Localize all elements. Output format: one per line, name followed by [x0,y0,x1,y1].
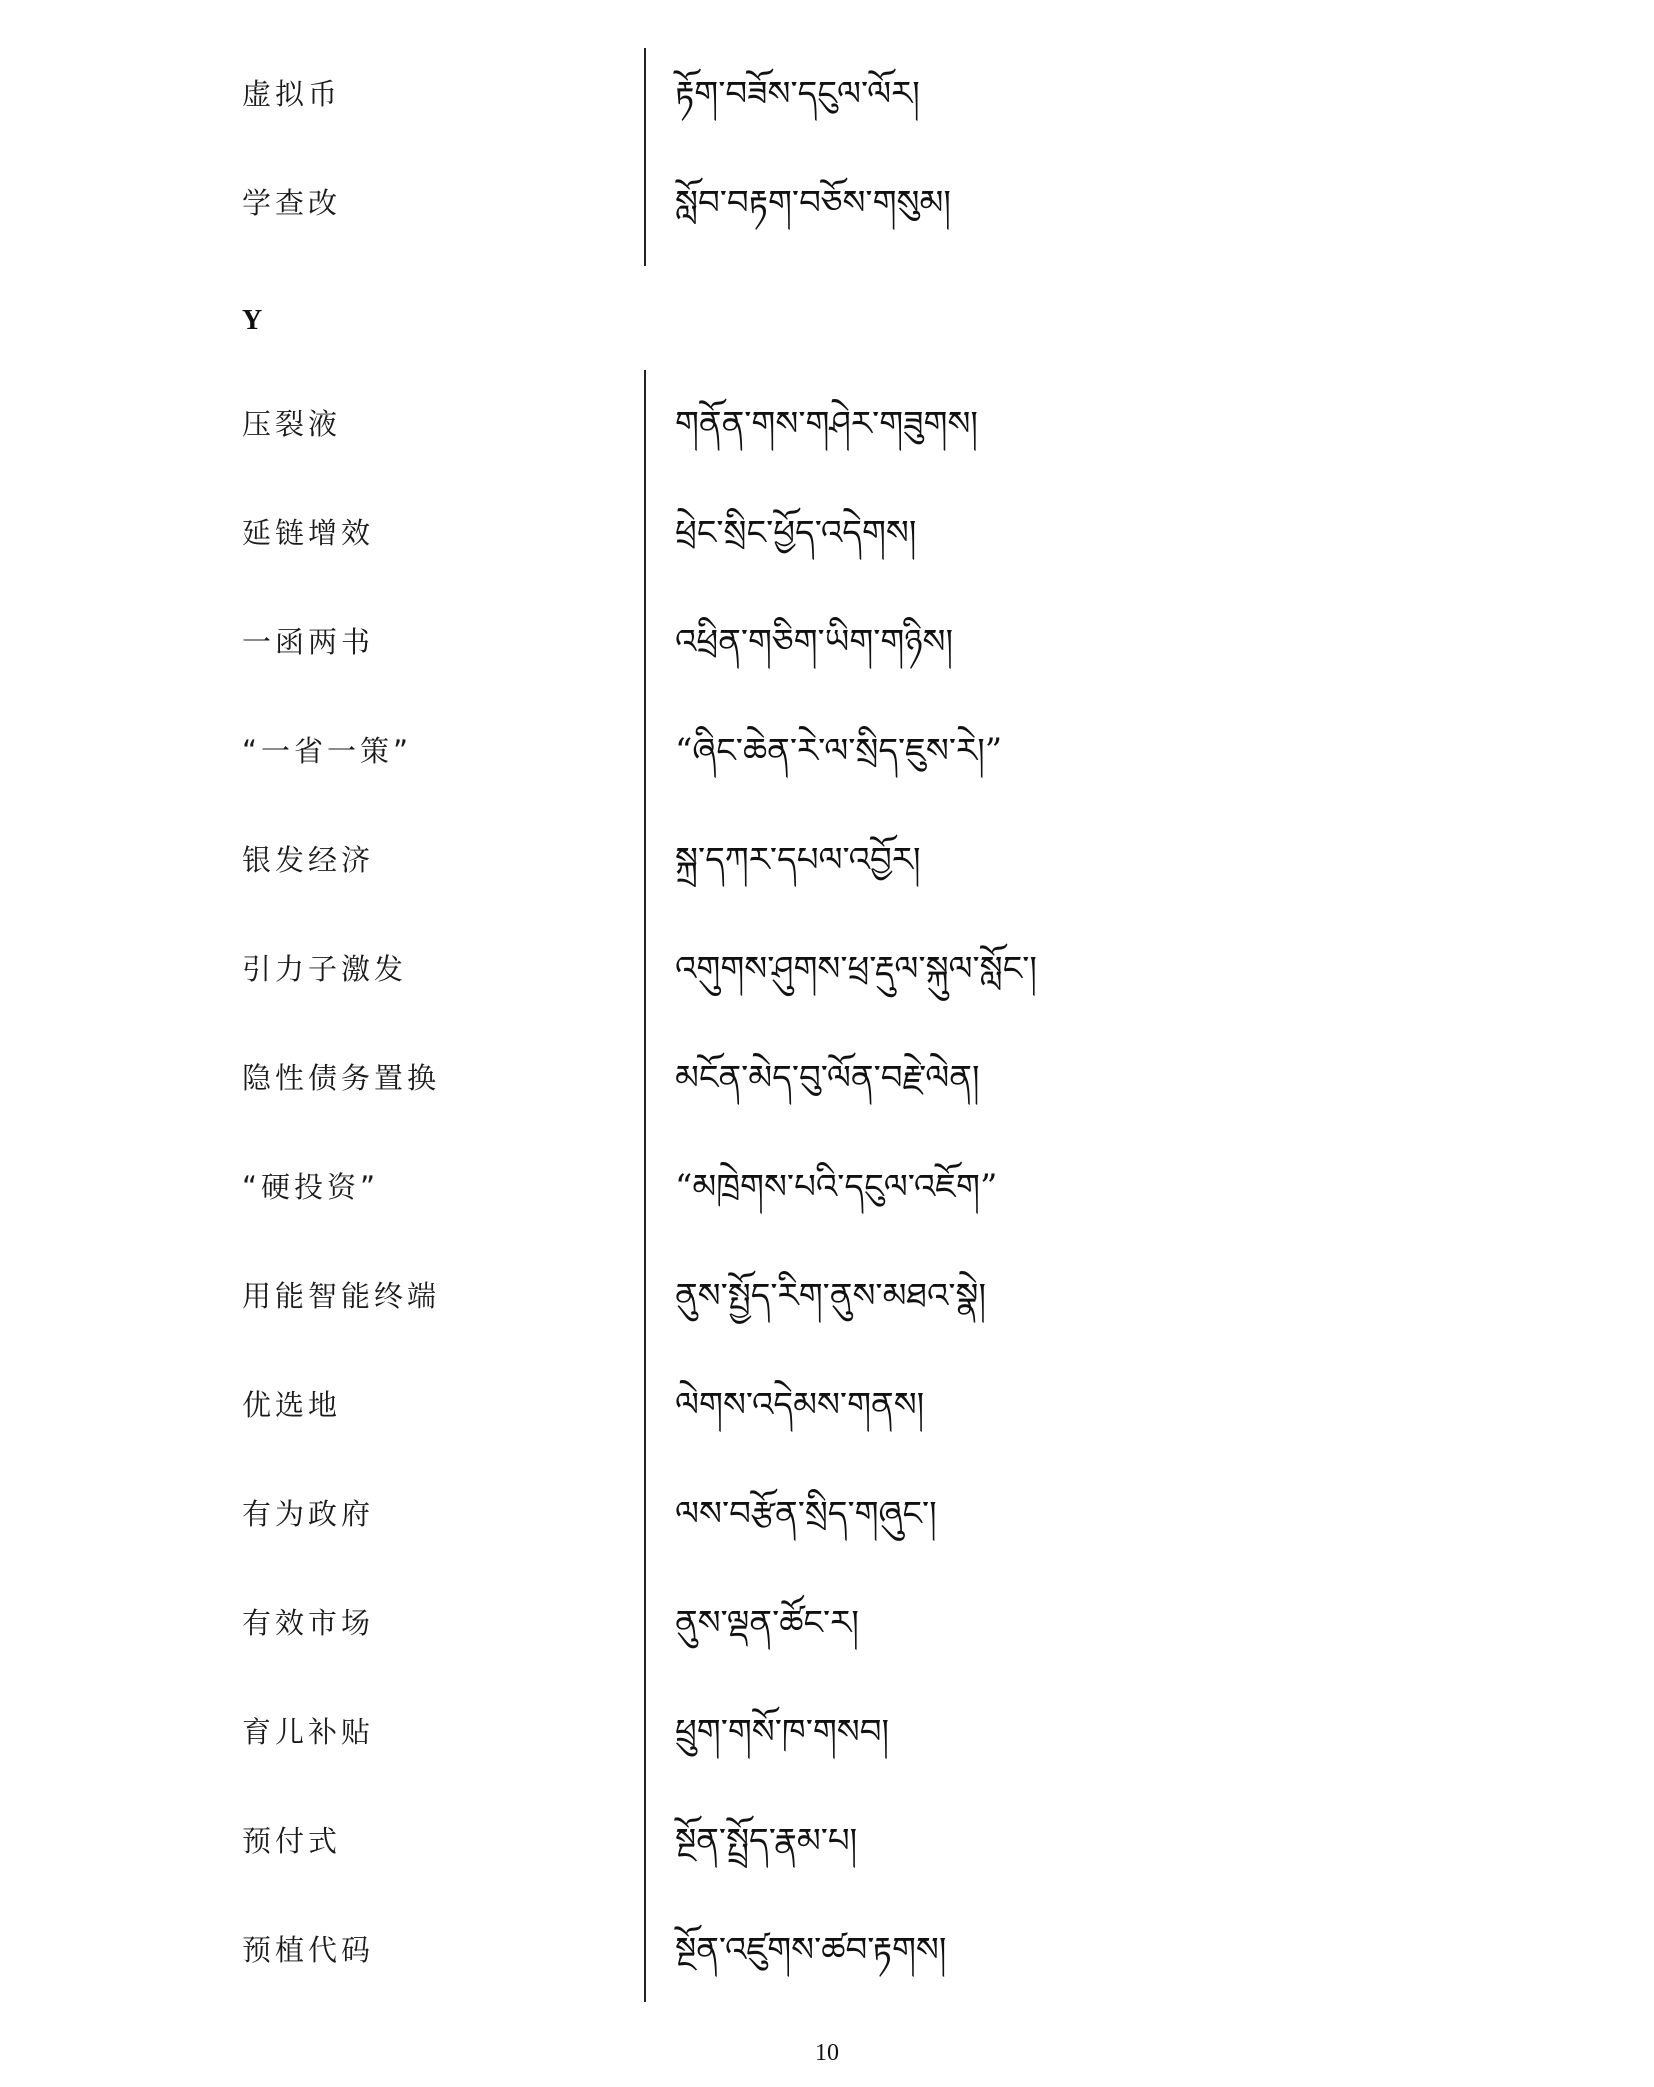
glossary-entry [0,1787,1654,1896]
chinese-term: 银发经济 [242,843,375,877]
tibetan-term: རྟོག་བཟོས་དངུལ་ལོར། [675,74,920,114]
chinese-term: 有效市场 [242,1606,375,1640]
chinese-term: 用能智能终端 [242,1279,441,1313]
tibetan-term: “མཁྲེགས་པའི་དངུལ་འཇོག” [675,1167,998,1207]
chinese-term: 虚拟币 [242,77,342,111]
chinese-term: 有为政府 [242,1497,375,1531]
chinese-term: 优选地 [242,1388,342,1422]
chinese-term: 一函两书 [242,625,375,659]
chinese-term: 育儿补贴 [242,1715,375,1749]
chinese-term: 预植代码 [242,1933,375,1967]
chinese-term: 预付式 [242,1824,342,1858]
glossary-entry [0,1351,1654,1460]
chinese-term: “硬投资” [242,1170,380,1204]
tibetan-term: ནུས་ལྡན་ཚོང་ར། [675,1603,859,1643]
glossary-entry [0,697,1654,806]
glossary-entry [0,1460,1654,1569]
chinese-term: 延链增效 [242,516,375,550]
tibetan-term: ལེགས་འདེམས་གནས། [675,1385,925,1425]
glossary-entry [0,588,1654,697]
tibetan-term: སློབ་བརྟག་བཅོས་གསུམ། [675,183,951,223]
glossary-entry [0,806,1654,915]
glossary-section-w [0,40,1654,258]
glossary-entry [0,1242,1654,1351]
chinese-term: 学查改 [242,186,342,220]
tibetan-term: སྔོན་འཛུགས་ཚབ་རྟགས། [675,1930,947,1970]
tibetan-term: འཕྲིན་གཅིག་ཡིག་གཉིས། [675,622,954,662]
page-number: 10 [815,2040,839,2066]
entry-list [0,370,1654,2005]
glossary-entry [0,1024,1654,1133]
glossary-entry [0,479,1654,588]
tibetan-term: ནུས་སྤྱོད་རིག་ནུས་མཐའ་སྣེ། [675,1276,987,1316]
glossary-entry [0,370,1654,479]
glossary-entry [0,1678,1654,1787]
glossary-entry [0,149,1654,258]
glossary-entry [0,915,1654,1024]
tibetan-term: སྔོན་སྤྲོད་རྣམ་པ། [675,1821,858,1861]
tibetan-term: ཕྲུག་གསོ་ཁ་གསབ། [675,1712,890,1752]
tibetan-term: མངོན་མེད་བུ་ལོན་བརྗེ་ལེན། [675,1058,980,1098]
tibetan-term: “ཞིང་ཆེན་རེ་ལ་སྲིད་ཇུས་རེ།” [675,731,1003,771]
tibetan-term: སྐྲ་དཀར་དཔལ་འབྱོར། [675,840,921,880]
tibetan-term: འགུགས་ཤུགས་ཕྲ་རྡུལ་སྐུལ་སློང་། [675,949,1037,989]
entry-list [0,40,1654,258]
glossary-section-y [0,370,1654,2005]
section-letter-heading: Y [242,305,263,336]
glossary-entry [0,1569,1654,1678]
chinese-term: 隐性债务置换 [242,1061,441,1095]
glossary-entry [0,1133,1654,1242]
chinese-term: 压裂液 [242,407,342,441]
chinese-term: “一省一策” [242,734,413,768]
glossary-entry [0,1896,1654,2005]
tibetan-term: ལས་བརྩོན་སྲིད་གཞུང་། [675,1494,937,1534]
tibetan-term: ཕྲེང་སྲིང་ཕྱོད་འདེགས། [675,513,917,553]
tibetan-term: གནོན་གས་གཤེར་གཟུགས། [675,404,978,444]
chinese-term: 引力子激发 [242,952,408,986]
glossary-entry [0,40,1654,149]
